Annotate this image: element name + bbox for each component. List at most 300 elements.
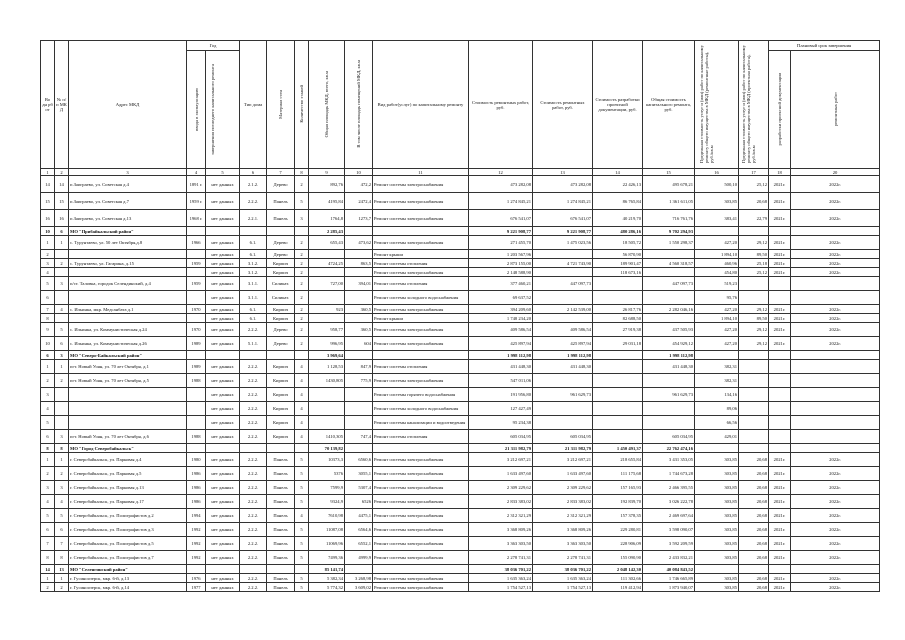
row-design-deadline bbox=[769, 402, 791, 416]
row-total-cost: 2 433 832,21 bbox=[643, 551, 695, 565]
row-house-type: 3.1.2. bbox=[240, 268, 267, 277]
col-header-limit-cost-repair: Предельная стоимость услуг и (или) работ по капитальному ремонту общего имущества в МКД (ремонтные работы), руб./кв.м bbox=[695, 41, 739, 169]
row-premises-area bbox=[345, 416, 373, 430]
row-commission-year: 1992 bbox=[187, 523, 206, 537]
row-wall-material: Панель bbox=[267, 574, 295, 583]
row-premises-area: 3 609,02 bbox=[345, 583, 373, 592]
row-work-type: Ремонт системы отопления bbox=[373, 360, 469, 374]
row-address: г. Северобайкальск, ул. Полиграфистов д.7 bbox=[69, 551, 187, 565]
row-limit-cost-repair: 454,80 bbox=[695, 268, 739, 277]
row-floors: 2 bbox=[295, 314, 309, 323]
row-house-type: 3.1.2. bbox=[240, 259, 267, 268]
row-address: с. Турунтаево, ул. Гагарина, д.15 bbox=[69, 259, 187, 268]
row-repair-deadline: 2022г. bbox=[791, 467, 880, 481]
row-work-type: Ремонт системы электроснабжения bbox=[373, 495, 469, 509]
row-design-deadline bbox=[769, 430, 791, 444]
row-premises-area bbox=[345, 314, 373, 323]
row-total-area: 5 774,32 bbox=[309, 583, 345, 592]
row-last-repair: нет данных bbox=[206, 268, 240, 277]
row-last-repair: нет данных bbox=[206, 481, 240, 495]
row-total-area: 7499,36 bbox=[309, 551, 345, 565]
row-repair-deadline: 2022г. bbox=[791, 193, 880, 210]
row-limit-cost-design: 20,68 bbox=[739, 453, 769, 467]
row-design-cost: 155 090,90 bbox=[593, 551, 643, 565]
row-premises-area: 394,01 bbox=[345, 277, 373, 291]
row-repair-cost-2: 1 998 112,98 bbox=[533, 351, 593, 360]
row-repair-cost-2 bbox=[533, 416, 593, 430]
row-design-cost: 218 655,84 bbox=[593, 453, 643, 467]
row-design-deadline: 2021г. bbox=[769, 509, 791, 523]
row-house-type: 2.2.2. bbox=[240, 430, 267, 444]
row-design-deadline bbox=[769, 351, 791, 360]
row-total-area: 1410,305 bbox=[309, 430, 345, 444]
row-limit-cost-design: 29,12 bbox=[739, 236, 769, 250]
row-repair-deadline bbox=[791, 351, 880, 360]
row-wall-material: Кирпич bbox=[267, 374, 295, 388]
row-seq: 7 bbox=[41, 537, 55, 551]
table-row bbox=[41, 360, 880, 374]
row-work-type: Ремонт системы отопления bbox=[373, 259, 469, 268]
table-body bbox=[41, 176, 880, 592]
col-header-address: Адрес МКД bbox=[69, 41, 187, 169]
col-header-house-type: Тип дома bbox=[240, 41, 267, 169]
row-total-area: 3 969,64 bbox=[309, 351, 345, 360]
row-repair-cost-2: 2 142 539,00 bbox=[533, 305, 593, 314]
row-limit-cost-repair: 427,20 bbox=[695, 305, 739, 314]
row-commission-year bbox=[187, 402, 206, 416]
row-commission-year: 1986 bbox=[187, 481, 206, 495]
row-commission-year bbox=[187, 565, 206, 574]
row-design-cost bbox=[593, 351, 643, 360]
row-limit-cost-repair: 134,16 bbox=[695, 388, 739, 402]
table-row bbox=[41, 565, 880, 574]
row-seq: 5 bbox=[41, 416, 55, 430]
row-repair-cost-2: 9 221 908,77 bbox=[533, 227, 593, 236]
row-total-cost: 431 448,30 bbox=[643, 360, 695, 374]
row-work-type: Ремонт системы электроснабжения bbox=[373, 268, 469, 277]
row-repair-cost: 547 011,06 bbox=[469, 374, 533, 388]
col-header-2: № п/п МК Д bbox=[55, 41, 69, 169]
row-repair-deadline bbox=[791, 565, 880, 574]
row-wall-material: Дерево bbox=[267, 236, 295, 250]
row-last-repair: нет данных bbox=[206, 323, 240, 337]
row-repair-cost: 605 034,95 bbox=[469, 430, 533, 444]
row-repair-cost-2: 425 897,94 bbox=[533, 337, 593, 351]
row-floors: 5 bbox=[295, 551, 309, 565]
row-design-cost: 480 286,16 bbox=[593, 227, 643, 236]
row-design-deadline: 2021г. bbox=[769, 523, 791, 537]
row-work-type: Ремонт системы электроснабжения bbox=[373, 337, 469, 351]
row-work-type: Ремонт системы отопления bbox=[373, 430, 469, 444]
row-design-cost: 86 765,84 bbox=[593, 193, 643, 210]
row-limit-cost-design: 89,50 bbox=[739, 250, 769, 259]
row-floors: 5 bbox=[295, 495, 309, 509]
row-repair-cost: 38 036 701,22 bbox=[469, 565, 533, 574]
row-house-type: 2.2.2. bbox=[240, 583, 267, 592]
row-house-type: 2.2.2. bbox=[240, 453, 267, 467]
row-limit-cost-repair: 519,23 bbox=[695, 277, 739, 291]
row-premises-area: 747,4 bbox=[345, 430, 373, 444]
row-repair-cost-2: 4 721 743,90 bbox=[533, 259, 593, 268]
row-premises-area: 473,62 bbox=[345, 236, 373, 250]
row-total-cost: 437 505,93 bbox=[643, 323, 695, 337]
row-floors bbox=[295, 444, 309, 453]
row-repair-deadline: 2022г. bbox=[791, 574, 880, 583]
row-design-cost bbox=[593, 430, 643, 444]
row-work-type: Ремонт системы электроснабжения bbox=[373, 481, 469, 495]
row-wall-material: Дерево bbox=[267, 250, 295, 259]
row-total-cost: 1 361 611,05 bbox=[643, 193, 695, 210]
row-mkd-no: 6 bbox=[55, 523, 69, 537]
row-repair-cost-2: 38 036 701,22 bbox=[533, 565, 593, 574]
row-work-type: Ремонт системы электроснабжения bbox=[373, 537, 469, 551]
row-repair-cost: 9 221 908,77 bbox=[469, 227, 533, 236]
row-limit-cost-repair: 66,56 bbox=[695, 416, 739, 430]
row-total-cost: 40 084 843,52 bbox=[643, 565, 695, 574]
row-last-repair bbox=[206, 351, 240, 360]
row-mkd-no: 1 bbox=[55, 236, 69, 250]
row-limit-cost-repair: 427,20 bbox=[695, 323, 739, 337]
row-house-type bbox=[240, 565, 267, 574]
row-address: МО "Город Северобайкальск" bbox=[69, 444, 187, 453]
row-premises-area: 360,5 bbox=[345, 323, 373, 337]
row-design-cost: 228 906,09 bbox=[593, 537, 643, 551]
row-premises-area: 5307,4 bbox=[345, 481, 373, 495]
column-number: 11 bbox=[373, 169, 469, 176]
row-limit-cost-design bbox=[739, 351, 769, 360]
row-design-deadline: 2021г. bbox=[769, 495, 791, 509]
row-seq: 14 bbox=[41, 176, 55, 193]
row-total-cost bbox=[643, 314, 695, 323]
row-last-repair: нет данных bbox=[206, 430, 240, 444]
row-seq: 6 bbox=[41, 351, 55, 360]
row-wall-material: Кирпич bbox=[267, 388, 295, 402]
row-last-repair bbox=[206, 565, 240, 574]
row-repair-cost: 191 956,80 bbox=[469, 388, 533, 402]
table-row bbox=[41, 495, 880, 509]
row-floors: 4 bbox=[295, 430, 309, 444]
row-work-type: Ремонт системы горячего водоснабжения bbox=[373, 388, 469, 402]
row-address bbox=[69, 314, 187, 323]
table-row bbox=[41, 416, 880, 430]
table-row bbox=[41, 523, 880, 537]
row-floors: 5 bbox=[295, 583, 309, 592]
row-premises-area: 775,9 bbox=[345, 374, 373, 388]
row-design-cost: 26 817,76 bbox=[593, 305, 643, 314]
row-limit-cost-repair: 303,85 bbox=[695, 495, 739, 509]
row-total-area bbox=[309, 268, 345, 277]
row-limit-cost-repair bbox=[695, 444, 739, 453]
row-floors: 4 bbox=[295, 416, 309, 430]
row-mkd-no: 2 bbox=[55, 259, 69, 268]
row-premises-area: 6560,6 bbox=[345, 453, 373, 467]
row-floors: 2 bbox=[295, 268, 309, 277]
row-commission-year: 1966 bbox=[187, 236, 206, 250]
row-repair-deadline bbox=[791, 416, 880, 430]
col-header-plan-group: Плановый срок завершения bbox=[769, 41, 880, 51]
row-commission-year: 1976 bbox=[187, 574, 206, 583]
row-total-cost: 2 282 046,16 bbox=[643, 305, 695, 314]
row-limit-cost-design: 20,68 bbox=[739, 583, 769, 592]
column-number: 16 bbox=[695, 169, 739, 176]
row-work-type: Ремонт системы электроснабжения bbox=[373, 509, 469, 523]
column-number: 18 bbox=[769, 169, 791, 176]
row-address: пгт. Новый Уоян, ул. 70 лет Октября, д.6 bbox=[69, 430, 187, 444]
row-seq: 1 bbox=[41, 574, 55, 583]
row-house-type: 2.1.2. bbox=[240, 176, 267, 193]
row-premises-area bbox=[345, 402, 373, 416]
row-limit-cost-design bbox=[739, 360, 769, 374]
row-address bbox=[69, 402, 187, 416]
row-limit-cost-design bbox=[739, 444, 769, 453]
row-design-cost: 82 688,50 bbox=[593, 314, 643, 323]
row-address: г. Гусиноозерск, мкр. 6-й, д.14 bbox=[69, 583, 187, 592]
col-header-last-repair-year: завершения последнего капитального ремонта bbox=[206, 51, 240, 169]
table-row bbox=[41, 250, 880, 259]
row-limit-cost-design: 20,68 bbox=[739, 574, 769, 583]
row-premises-area: 2472,4 bbox=[345, 193, 373, 210]
row-house-type: 2.2.2. bbox=[240, 523, 267, 537]
row-last-repair: нет данных bbox=[206, 583, 240, 592]
row-floors: 2 bbox=[295, 236, 309, 250]
row-address: с. Турунтаево, ул. 50 лет Октября,д.8 bbox=[69, 236, 187, 250]
row-repair-deadline: 2022г. bbox=[791, 176, 880, 193]
row-design-deadline: 2021г. bbox=[769, 574, 791, 583]
row-last-repair bbox=[206, 227, 240, 236]
row-house-type: 2.2.2. bbox=[240, 374, 267, 388]
row-address: г. Северобайкальск, ул. Полиграфистов д.2 bbox=[69, 509, 187, 523]
row-premises-area bbox=[345, 351, 373, 360]
row-address: г. Северобайкальск, ул. Парковая д.5 bbox=[69, 467, 187, 481]
row-repair-deadline: 2022г. bbox=[791, 583, 880, 592]
row-floors: 4 bbox=[295, 360, 309, 374]
row-last-repair: нет данных bbox=[206, 551, 240, 565]
row-work-type: Ремонт системы электроснабжения bbox=[373, 523, 469, 537]
row-total-area: 1764,8 bbox=[309, 210, 345, 227]
row-repair-deadline: 2022г. bbox=[791, 236, 880, 250]
row-seq: 3 bbox=[41, 481, 55, 495]
row-commission-year bbox=[187, 444, 206, 453]
row-mkd-no bbox=[55, 402, 69, 416]
table-row bbox=[41, 305, 880, 314]
row-limit-cost-design: 20,68 bbox=[739, 481, 769, 495]
row-design-cost bbox=[593, 277, 643, 291]
row-house-type: 2.2.2. bbox=[240, 481, 267, 495]
col-header-work-type: Вид работ(услуг) по капитальному ремонту bbox=[373, 41, 469, 169]
row-repair-cost: 1 633 497,60 bbox=[469, 467, 533, 481]
column-number: 12 bbox=[469, 169, 533, 176]
row-limit-cost-repair: 1 894,10 bbox=[695, 250, 739, 259]
row-premises-area bbox=[345, 291, 373, 305]
row-limit-cost-repair: 303,85 bbox=[695, 574, 739, 583]
row-design-cost: 157 165,93 bbox=[593, 481, 643, 495]
row-repair-cost-2: 961 629,73 bbox=[533, 388, 593, 402]
row-seq: 5 bbox=[41, 509, 55, 523]
row-seq: 3 bbox=[41, 259, 55, 268]
row-seq: 4 bbox=[41, 402, 55, 416]
row-commission-year bbox=[187, 351, 206, 360]
row-limit-cost-design: 22,79 bbox=[739, 210, 769, 227]
row-last-repair: нет данных bbox=[206, 467, 240, 481]
row-address: п.Заиграево, ул. Советская д.7 bbox=[69, 193, 187, 210]
row-limit-cost-design: 20,68 bbox=[739, 523, 769, 537]
row-repair-cost-2: 2 833 383,02 bbox=[533, 495, 593, 509]
row-limit-cost-repair: 303,85 bbox=[695, 509, 739, 523]
row-repair-cost-2: 21 311 982,79 bbox=[533, 444, 593, 453]
row-work-type: Ремонт системы электроснабжения bbox=[373, 583, 469, 592]
row-design-deadline bbox=[769, 291, 791, 305]
row-total-area bbox=[309, 416, 345, 430]
table-row bbox=[41, 509, 880, 523]
row-total-cost: 961 629,73 bbox=[643, 388, 695, 402]
row-mkd-no bbox=[55, 268, 69, 277]
row-limit-cost-repair: 303,85 bbox=[695, 193, 739, 210]
row-design-deadline: 2021г. bbox=[769, 583, 791, 592]
row-repair-cost: 409 586,54 bbox=[469, 323, 533, 337]
row-work-type bbox=[373, 227, 469, 236]
row-design-cost: 29 031,18 bbox=[593, 337, 643, 351]
row-repair-cost-2: 2 278 741,31 bbox=[533, 551, 593, 565]
row-mkd-no: 6 bbox=[55, 337, 69, 351]
row-floors: 2 bbox=[295, 291, 309, 305]
row-total-cost bbox=[643, 416, 695, 430]
row-work-type: Ремонт системы электроснабжения bbox=[373, 453, 469, 467]
row-repair-cost-2: 2 309 229,62 bbox=[533, 481, 593, 495]
row-total-cost: 1 744 673,28 bbox=[643, 467, 695, 481]
row-address: с. Ильинка, ул. Коммунистическая д.24 bbox=[69, 323, 187, 337]
row-mkd-no: 3 bbox=[55, 430, 69, 444]
row-work-type: Ремонт системы электроснабжения bbox=[373, 193, 469, 210]
row-address bbox=[69, 268, 187, 277]
row-last-repair: нет данных bbox=[206, 416, 240, 430]
row-last-repair: нет данных bbox=[206, 291, 240, 305]
row-limit-cost-repair: 427,20 bbox=[695, 236, 739, 250]
row-wall-material: Панель bbox=[267, 537, 295, 551]
table-row bbox=[41, 259, 880, 268]
row-wall-material: Панель bbox=[267, 193, 295, 210]
row-total-area: 10373,3 bbox=[309, 453, 345, 467]
row-wall-material: Кирпич bbox=[267, 268, 295, 277]
row-address bbox=[69, 416, 187, 430]
row-total-cost: 605 034,95 bbox=[643, 430, 695, 444]
row-repair-cost: 69 637,52 bbox=[469, 291, 533, 305]
row-seq: 5 bbox=[41, 277, 55, 291]
row-seq: 2 bbox=[41, 250, 55, 259]
row-limit-cost-repair: 1 894,10 bbox=[695, 314, 739, 323]
row-commission-year: 1980 bbox=[187, 453, 206, 467]
row-premises-area bbox=[345, 268, 373, 277]
row-design-deadline: 2021г. bbox=[769, 323, 791, 337]
row-total-area: 996,95 bbox=[309, 337, 345, 351]
row-limit-cost-repair: 500,10 bbox=[695, 176, 739, 193]
row-limit-cost-repair: 89,06 bbox=[695, 402, 739, 416]
row-seq: 10 bbox=[41, 227, 55, 236]
row-floors: 5 bbox=[295, 523, 309, 537]
row-floors: 4 bbox=[295, 509, 309, 523]
table-row bbox=[41, 193, 880, 210]
row-floors: 2 bbox=[295, 176, 309, 193]
row-design-deadline: 2021г. bbox=[769, 337, 791, 351]
row-mkd-no: 2 bbox=[55, 583, 69, 592]
row-total-cost: 1 873 940,07 bbox=[643, 583, 695, 592]
row-repair-cost: 2 312 321,29 bbox=[469, 509, 533, 523]
column-number: 8 bbox=[295, 169, 309, 176]
row-premises-area bbox=[345, 565, 373, 574]
row-repair-cost-2: 1 274 845,21 bbox=[533, 193, 593, 210]
row-limit-cost-repair bbox=[695, 351, 739, 360]
row-mkd-no: 2 bbox=[55, 467, 69, 481]
row-house-type: 2.2.2. bbox=[240, 402, 267, 416]
row-wall-material bbox=[267, 351, 295, 360]
row-design-cost: 229 280,81 bbox=[593, 523, 643, 537]
row-premises-area bbox=[345, 444, 373, 453]
row-design-deadline: 2021г. bbox=[769, 453, 791, 467]
row-repair-deadline bbox=[791, 277, 880, 291]
row-design-deadline: 2021г. bbox=[769, 481, 791, 495]
row-last-repair: нет данных bbox=[206, 523, 240, 537]
row-limit-cost-design bbox=[739, 402, 769, 416]
row-limit-cost-design bbox=[739, 227, 769, 236]
row-repair-cost-2: 1 754 527,13 bbox=[533, 583, 593, 592]
row-design-deadline: 2021г. bbox=[769, 537, 791, 551]
row-design-deadline: 2021г. bbox=[769, 250, 791, 259]
row-repair-deadline bbox=[791, 360, 880, 374]
row-house-type: 3.1.1. bbox=[240, 291, 267, 305]
row-mkd-no: 2 bbox=[55, 374, 69, 388]
row-premises-area: 847,9 bbox=[345, 360, 373, 374]
row-mkd-no: 1 bbox=[55, 360, 69, 374]
row-mkd-no bbox=[55, 388, 69, 402]
row-premises-area: 6564,6 bbox=[345, 523, 373, 537]
row-house-type: 6.1. bbox=[240, 305, 267, 314]
col-header-1: Во дн рб от bbox=[41, 41, 55, 169]
row-limit-cost-repair bbox=[695, 227, 739, 236]
row-last-repair: нет данных bbox=[206, 537, 240, 551]
row-address: г. Северобайкальск, ул. Парковая д.17 bbox=[69, 495, 187, 509]
row-repair-cost: 3 363 303,50 bbox=[469, 537, 533, 551]
column-number: 5 bbox=[206, 169, 240, 176]
row-repair-cost: 3 212 697,21 bbox=[469, 453, 533, 467]
row-wall-material: Кирпич bbox=[267, 402, 295, 416]
row-repair-deadline bbox=[791, 374, 880, 388]
row-last-repair: нет данных bbox=[206, 250, 240, 259]
row-work-type: Ремонт системы электроснабжения bbox=[373, 305, 469, 314]
column-number: 4 bbox=[187, 169, 206, 176]
row-house-type: 2.2.2. bbox=[240, 537, 267, 551]
row-design-deadline: 2021г. bbox=[769, 314, 791, 323]
row-repair-deadline: 2022г. bbox=[791, 250, 880, 259]
row-house-type: 2.2.2. bbox=[240, 495, 267, 509]
row-repair-cost-2 bbox=[533, 314, 593, 323]
row-mkd-no bbox=[55, 250, 69, 259]
row-mkd-no bbox=[55, 416, 69, 430]
row-limit-cost-design: 25,18 bbox=[739, 259, 769, 268]
col-header-commission-year: ввода в эксплуатацию bbox=[187, 51, 206, 169]
row-commission-year bbox=[187, 268, 206, 277]
row-seq: 8 bbox=[41, 444, 55, 453]
row-commission-year: 1959 г. bbox=[187, 193, 206, 210]
row-total-cost: 3 598 090,07 bbox=[643, 523, 695, 537]
row-mkd-no bbox=[55, 314, 69, 323]
row-repair-cost-2: 2 312 321,29 bbox=[533, 509, 593, 523]
col-header-premises-area: В том числе площадь помещений МКД, кв.м bbox=[345, 41, 373, 169]
row-total-area: 7610,98 bbox=[309, 509, 345, 523]
row-address: г. Северобайкальск, ул. Полиграфистов д.5 bbox=[69, 537, 187, 551]
column-number: 17 bbox=[739, 169, 769, 176]
row-commission-year: 1992 bbox=[187, 551, 206, 565]
table-row bbox=[41, 444, 880, 453]
row-limit-cost-repair: 460,96 bbox=[695, 259, 739, 268]
